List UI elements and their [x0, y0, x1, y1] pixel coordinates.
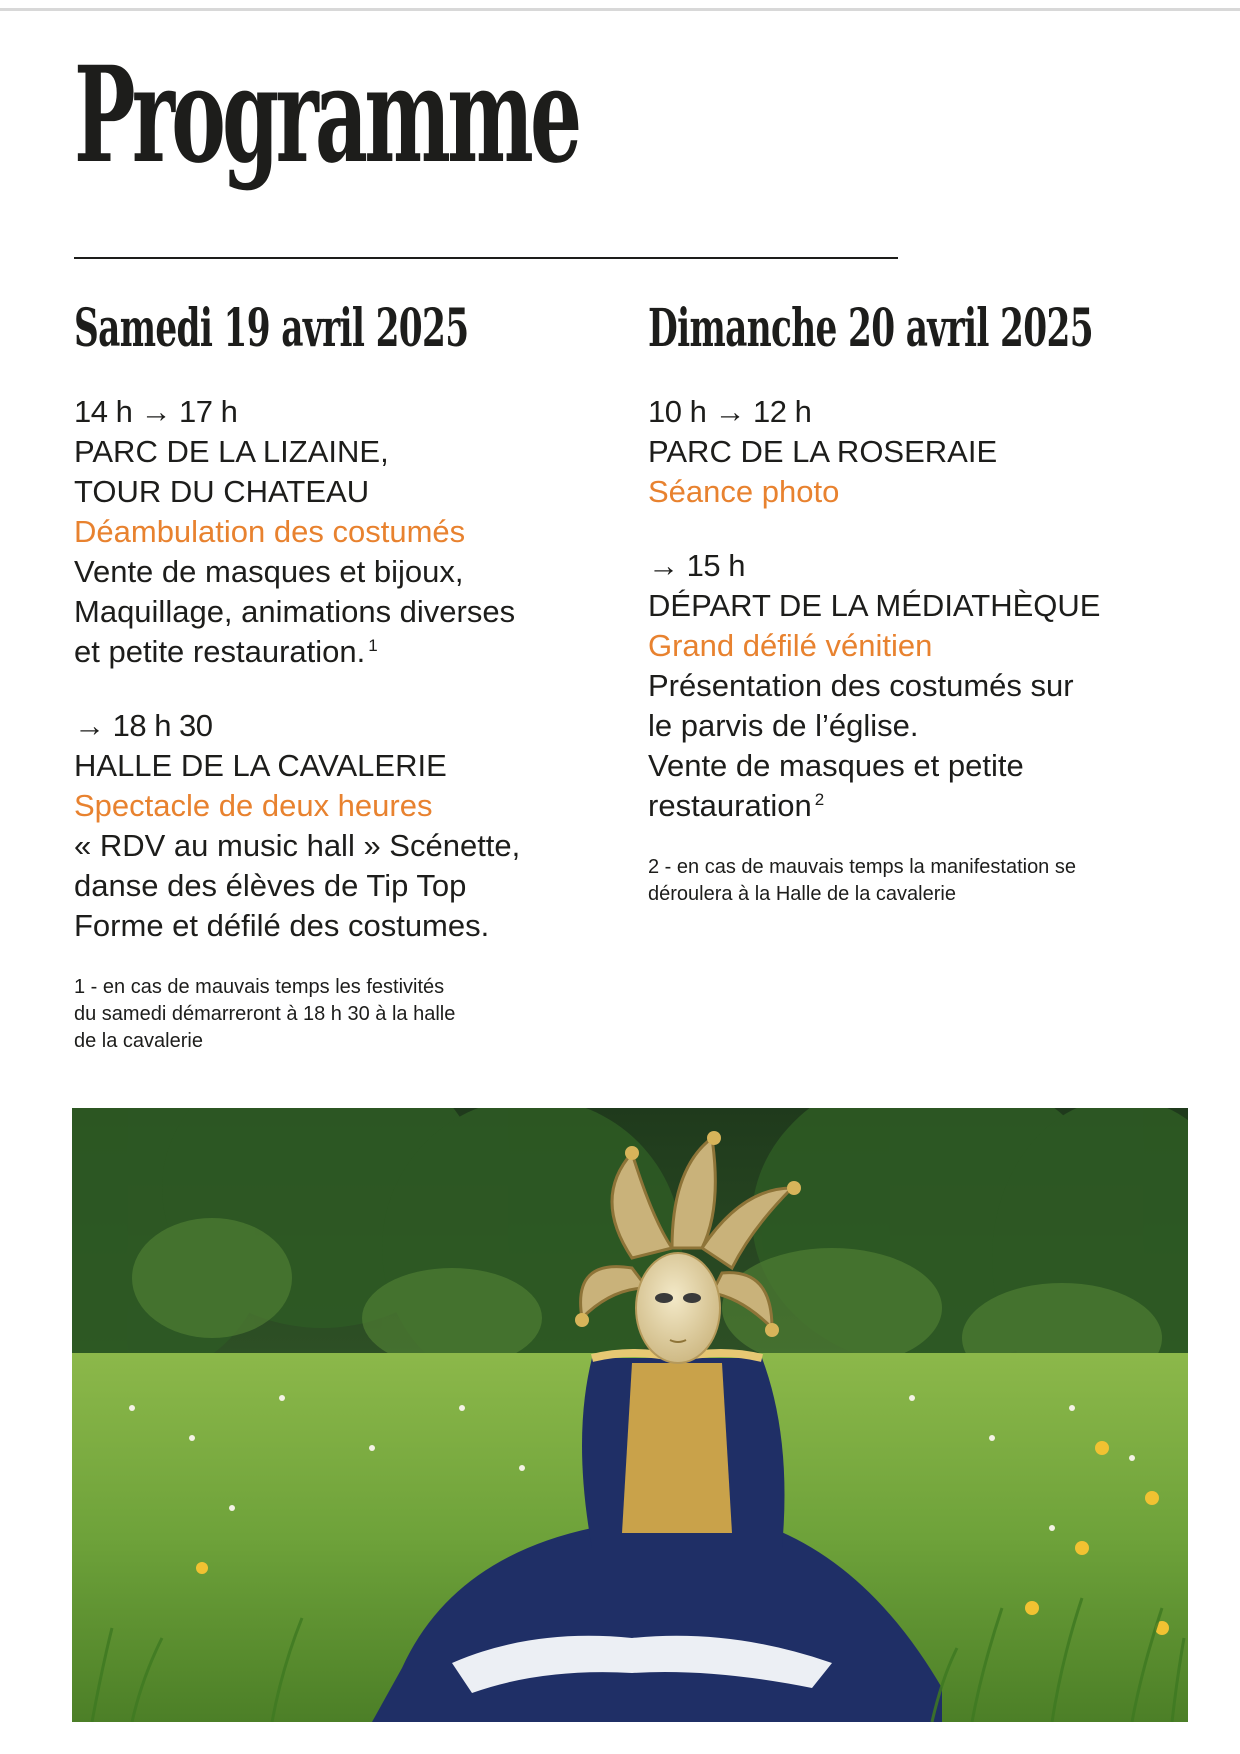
- sunday-footnote: [648, 854, 1208, 908]
- event-activity: Spectacle de deux heures: [74, 788, 433, 823]
- sunday-event-2: [648, 546, 1208, 826]
- footnote-marker: 1: [368, 635, 378, 655]
- event-activity: Séance photo: [648, 474, 840, 509]
- photo-illustration: [72, 1108, 1188, 1722]
- event-activity: Grand défilé vénitien: [648, 628, 933, 663]
- event-description: Vente de masques et petite: [648, 748, 1024, 783]
- event-activity: Déambulation des costumés: [74, 514, 466, 549]
- saturday-event-1: [74, 392, 634, 672]
- mask-eye-right: [683, 1293, 701, 1303]
- footnote-line: de la cavalerie: [74, 1030, 203, 1052]
- footnote-line: 1 - en cas de mauvais temps les festivités: [74, 976, 445, 998]
- event-description: Forme et défilé des costumes.: [74, 908, 490, 943]
- event-time: → 15 h: [648, 548, 745, 583]
- title-divider: [74, 257, 898, 259]
- top-border: [0, 8, 1240, 11]
- venetian-costume-photo: [72, 1108, 1188, 1722]
- event-description: [74, 632, 634, 672]
- event-location: HALLE DE LA CAVALERIE: [74, 748, 447, 783]
- event-time: → 18 h 30: [74, 708, 213, 743]
- event-description: Présentation des costumés sur: [648, 668, 1074, 703]
- event-description: Vente de masques et bijoux,: [74, 554, 464, 589]
- sunday-column: [648, 300, 1208, 908]
- footnote-line: du samedi démarreront à 18 h 30 à la halle: [74, 1003, 456, 1025]
- event-description-text: restauration: [648, 788, 812, 823]
- footnote-line: déroulera à la Halle de la cavalerie: [648, 883, 956, 905]
- event-description-text: et petite restauration.: [74, 634, 366, 669]
- event-location: PARC DE LA ROSERAIE: [648, 434, 998, 469]
- saturday-column: [74, 300, 634, 1055]
- event-location: TOUR DU CHATEAU: [74, 474, 370, 509]
- bodice-gold-panel: [622, 1363, 732, 1533]
- footnote-marker: 2: [814, 789, 825, 809]
- saturday-heading: Samedi 19 avril 2025: [74, 298, 469, 359]
- saturday-footnote: [74, 974, 634, 1055]
- event-time: 10 h → 12 h: [648, 394, 812, 429]
- sunday-event-1: [648, 392, 1208, 512]
- event-description: « RDV au music hall » Scénette,: [74, 828, 521, 863]
- event-description: Maquillage, animations diverses: [74, 594, 516, 629]
- mask-eye-left: [655, 1293, 673, 1303]
- saturday-event-2: [74, 706, 634, 946]
- sunday-heading: Dimanche 20 avril 2025: [648, 298, 1093, 359]
- event-description: [648, 786, 1208, 826]
- event-location: PARC DE LA LIZAINE,: [74, 434, 389, 469]
- venetian-mask: [636, 1253, 720, 1363]
- footnote-line: 2 - en cas de mauvais temps la manifestation se: [648, 856, 1076, 878]
- event-description: danse des élèves de Tip Top: [74, 868, 467, 903]
- event-time: 14 h → 17 h: [74, 394, 238, 429]
- event-description: le parvis de l’église.: [648, 708, 919, 743]
- page-title: Programme: [74, 38, 579, 193]
- event-location: DÉPART DE LA MÉDIATHÈQUE: [648, 588, 1101, 623]
